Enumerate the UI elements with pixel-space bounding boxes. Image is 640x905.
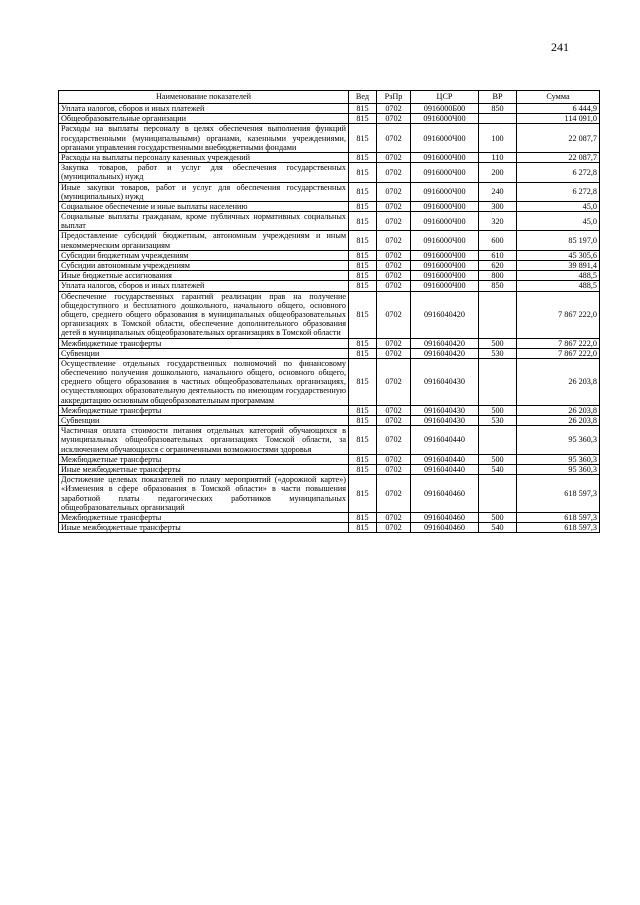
cell-ved: 815 [349,281,377,291]
cell-vr: 100 [479,124,517,153]
cell-name: Субвенции [59,416,349,426]
table-row [59,291,600,338]
cell-vr: 850 [479,104,517,114]
cell-csr: 0916040430 [411,358,479,405]
cell-csr: 0916040460 [411,523,479,533]
cell-sum: 7 867 222,0 [517,338,600,348]
table-row [59,124,600,153]
cell-csr: 0916040430 [411,416,479,426]
cell-rzpr: 0702 [377,261,411,271]
cell-name: Уплата налогов, сборов и иных платежей [59,104,349,114]
table-row [59,182,600,201]
cell-csr: 0916040440 [411,426,479,455]
cell-vr: 110 [479,152,517,162]
cell-rzpr: 0702 [377,405,411,415]
cell-sum: 618 597,3 [517,523,600,533]
cell-csr: 0916000Ч00 [411,212,479,231]
cell-vr: 800 [479,271,517,281]
table-row [59,271,600,281]
cell-sum: 45,0 [517,212,600,231]
cell-ved: 815 [349,250,377,260]
cell-rzpr: 0702 [377,475,411,513]
cell-vr: 500 [479,405,517,415]
cell-csr: 0916000Ч00 [411,261,479,271]
cell-csr: 0916040420 [411,348,479,358]
cell-name: Субвенции [59,348,349,358]
table-row [59,348,600,358]
cell-vr [479,358,517,405]
table-row [59,512,600,522]
table-row [59,416,600,426]
cell-sum: 95 360,3 [517,454,600,464]
cell-ved: 815 [349,475,377,513]
cell-vr: 850 [479,281,517,291]
cell-sum: 7 867 222,0 [517,348,600,358]
cell-csr: 0916040440 [411,454,479,464]
header-vr: ВР [479,91,517,104]
cell-vr: 610 [479,250,517,260]
cell-csr: 0916000Ч00 [411,163,479,182]
cell-name: Предоставление субсидий бюджетным, автономным учреждениям и иным некоммерческим организациям [59,231,349,250]
cell-rzpr: 0702 [377,454,411,464]
cell-vr: 530 [479,348,517,358]
table-row [59,152,600,162]
cell-sum: 26 203,8 [517,358,600,405]
cell-name: Обеспечение государственных гарантий реализации прав на получение общедоступного и бесплатного дошкольного, начального общего, основного общего, среднего общего образования в муниципальных общеобразовательных организациях в Томской области, обеспечение дополнительного образования детей в муниципальных общеобразовательных организациях в Томской области [59,291,349,338]
cell-rzpr: 0702 [377,348,411,358]
cell-sum: 6 272,8 [517,163,600,182]
table-row [59,358,600,405]
cell-name: Осуществление отдельных государственных полномочий по финансовому обеспечению получения дошкольного, начального общего, основного общего, среднего общего образования в частных общеобразовательных организациях, осуществляющих образовательную деятельность по имеющим государственную аккредитацию основным общеобразовательным программам [59,358,349,405]
table-row [59,405,600,415]
cell-name: Социальное обеспечение и иные выплаты населению [59,201,349,211]
table-row [59,163,600,182]
cell-sum: 26 203,8 [517,416,600,426]
cell-name: Межбюджетные трансферты [59,338,349,348]
cell-ved: 815 [349,358,377,405]
cell-sum: 26 203,8 [517,405,600,415]
cell-csr: 0916000Ч00 [411,281,479,291]
cell-ved: 815 [349,291,377,338]
cell-csr: 0916000Ч00 [411,250,479,260]
cell-rzpr: 0702 [377,114,411,124]
cell-ved: 815 [349,405,377,415]
cell-ved: 815 [349,416,377,426]
cell-name: Межбюджетные трансферты [59,454,349,464]
table-row [59,104,600,114]
cell-vr: 240 [479,182,517,201]
cell-rzpr: 0702 [377,152,411,162]
cell-name: Межбюджетные трансферты [59,512,349,522]
cell-rzpr: 0702 [377,281,411,291]
cell-vr: 600 [479,231,517,250]
cell-name: Расходы на выплаты персоналу в целях обеспечения выполнения функций государственными (муниципальными) органами, казенными учреждениями, органами управления государственными внебюджетными фондами [59,124,349,153]
cell-ved: 815 [349,261,377,271]
cell-name: Иные бюджетные ассигнования [59,271,349,281]
cell-sum: 22 087,7 [517,124,600,153]
cell-name: Субсидии бюджетным учреждениям [59,250,349,260]
cell-vr: 200 [479,163,517,182]
cell-sum: 488,5 [517,281,600,291]
cell-rzpr: 0702 [377,291,411,338]
cell-sum: 95 360,3 [517,464,600,474]
cell-ved: 815 [349,523,377,533]
cell-ved: 815 [349,338,377,348]
budget-table [58,90,600,533]
cell-ved: 815 [349,104,377,114]
table-row [59,475,600,513]
cell-ved: 815 [349,212,377,231]
cell-sum: 618 597,3 [517,475,600,513]
cell-rzpr: 0702 [377,250,411,260]
cell-sum: 6 444,9 [517,104,600,114]
cell-ved: 815 [349,348,377,358]
cell-sum: 85 197,0 [517,231,600,250]
cell-ved: 815 [349,512,377,522]
cell-name: Иные закупки товаров, работ и услуг для обеспечения государственных (муниципальных) нужд [59,182,349,201]
table-row [59,454,600,464]
cell-rzpr: 0702 [377,271,411,281]
cell-rzpr: 0702 [377,163,411,182]
cell-ved: 815 [349,124,377,153]
cell-vr [479,291,517,338]
cell-sum: 22 087,7 [517,152,600,162]
cell-csr: 0916040440 [411,464,479,474]
cell-vr [479,114,517,124]
table-row [59,338,600,348]
cell-csr: 0916040460 [411,512,479,522]
cell-vr [479,426,517,455]
cell-rzpr: 0702 [377,512,411,522]
cell-rzpr: 0702 [377,416,411,426]
cell-vr: 540 [479,523,517,533]
cell-csr: 0916040420 [411,338,479,348]
cell-vr: 500 [479,512,517,522]
table-row [59,201,600,211]
cell-name: Частичная оплата стоимости питания отдельных категорий обучающихся в муниципальных общеобразовательных организациях Томской области, за исключением обучающихся с ограниченными возможностями здоровья [59,426,349,455]
cell-ved: 815 [349,464,377,474]
cell-csr: 0916040430 [411,405,479,415]
cell-name: Иные межбюджетные трансферты [59,523,349,533]
cell-csr: 0916040460 [411,475,479,513]
table-row [59,231,600,250]
cell-rzpr: 0702 [377,124,411,153]
cell-ved: 815 [349,271,377,281]
cell-rzpr: 0702 [377,426,411,455]
cell-ved: 815 [349,426,377,455]
cell-vr: 320 [479,212,517,231]
cell-csr: 0916000Ч00 [411,182,479,201]
cell-rzpr: 0702 [377,464,411,474]
cell-name: Субсидии автономным учреждениям [59,261,349,271]
cell-rzpr: 0702 [377,231,411,250]
cell-sum: 114 091,0 [517,114,600,124]
cell-sum: 6 272,8 [517,182,600,201]
cell-name: Социальные выплаты гражданам, кроме публичных нормативных социальных выплат [59,212,349,231]
header-ved: Вед [349,91,377,104]
table-row [59,114,600,124]
cell-rzpr: 0702 [377,201,411,211]
table-row [59,261,600,271]
cell-sum: 45,0 [517,201,600,211]
cell-ved: 815 [349,231,377,250]
cell-name: Межбюджетные трансферты [59,405,349,415]
table-row [59,464,600,474]
cell-name: Расходы на выплаты персоналу казенных учреждений [59,152,349,162]
cell-vr [479,475,517,513]
header-sum: Сумма [517,91,600,104]
cell-vr: 300 [479,201,517,211]
cell-sum: 488,5 [517,271,600,281]
cell-ved: 815 [349,182,377,201]
cell-rzpr: 0702 [377,338,411,348]
table-row [59,250,600,260]
cell-name: Общеобразовательные организации [59,114,349,124]
cell-sum: 618 597,3 [517,512,600,522]
header-rzpr: РзПр [377,91,411,104]
table-row [59,523,600,533]
cell-rzpr: 0702 [377,523,411,533]
cell-sum: 95 360,3 [517,426,600,455]
table-row [59,212,600,231]
cell-vr: 540 [479,464,517,474]
table-header-row [59,91,600,104]
cell-name: Иные межбюджетные трансферты [59,464,349,474]
cell-csr: 0916000Ч00 [411,152,479,162]
cell-name: Достижение целевых показателей по плану мероприятий («дорожной карте») «Изменения в сфере образования в Томской области» в части повышения заработной платы педагогических работников муниципальных общеобразовательных организаций [59,475,349,513]
cell-csr: 0916000Б00 [411,104,479,114]
cell-ved: 815 [349,454,377,464]
cell-csr: 0916000Ч00 [411,231,479,250]
cell-sum: 7 867 222,0 [517,291,600,338]
cell-vr: 500 [479,454,517,464]
header-csr: ЦСР [411,91,479,104]
header-name: Наименование показателей [59,91,349,104]
table-row [59,281,600,291]
cell-ved: 815 [349,152,377,162]
cell-csr: 0916000Ч00 [411,271,479,281]
cell-rzpr: 0702 [377,212,411,231]
cell-rzpr: 0702 [377,358,411,405]
cell-vr: 500 [479,338,517,348]
cell-ved: 815 [349,201,377,211]
cell-rzpr: 0702 [377,182,411,201]
cell-ved: 815 [349,163,377,182]
cell-ved: 815 [349,114,377,124]
cell-csr: 0916000Ч00 [411,114,479,124]
cell-csr: 0916040420 [411,291,479,338]
cell-sum: 45 305,6 [517,250,600,260]
cell-name: Закупка товаров, работ и услуг для обеспечения государственных (муниципальных) нужд [59,163,349,182]
table-row [59,426,600,455]
cell-csr: 0916000Ч00 [411,124,479,153]
cell-name: Уплата налогов, сборов и иных платежей [59,281,349,291]
page-number: 241 [551,40,569,54]
cell-csr: 0916000Ч00 [411,201,479,211]
cell-rzpr: 0702 [377,104,411,114]
cell-sum: 39 891,4 [517,261,600,271]
cell-vr: 530 [479,416,517,426]
cell-vr: 620 [479,261,517,271]
